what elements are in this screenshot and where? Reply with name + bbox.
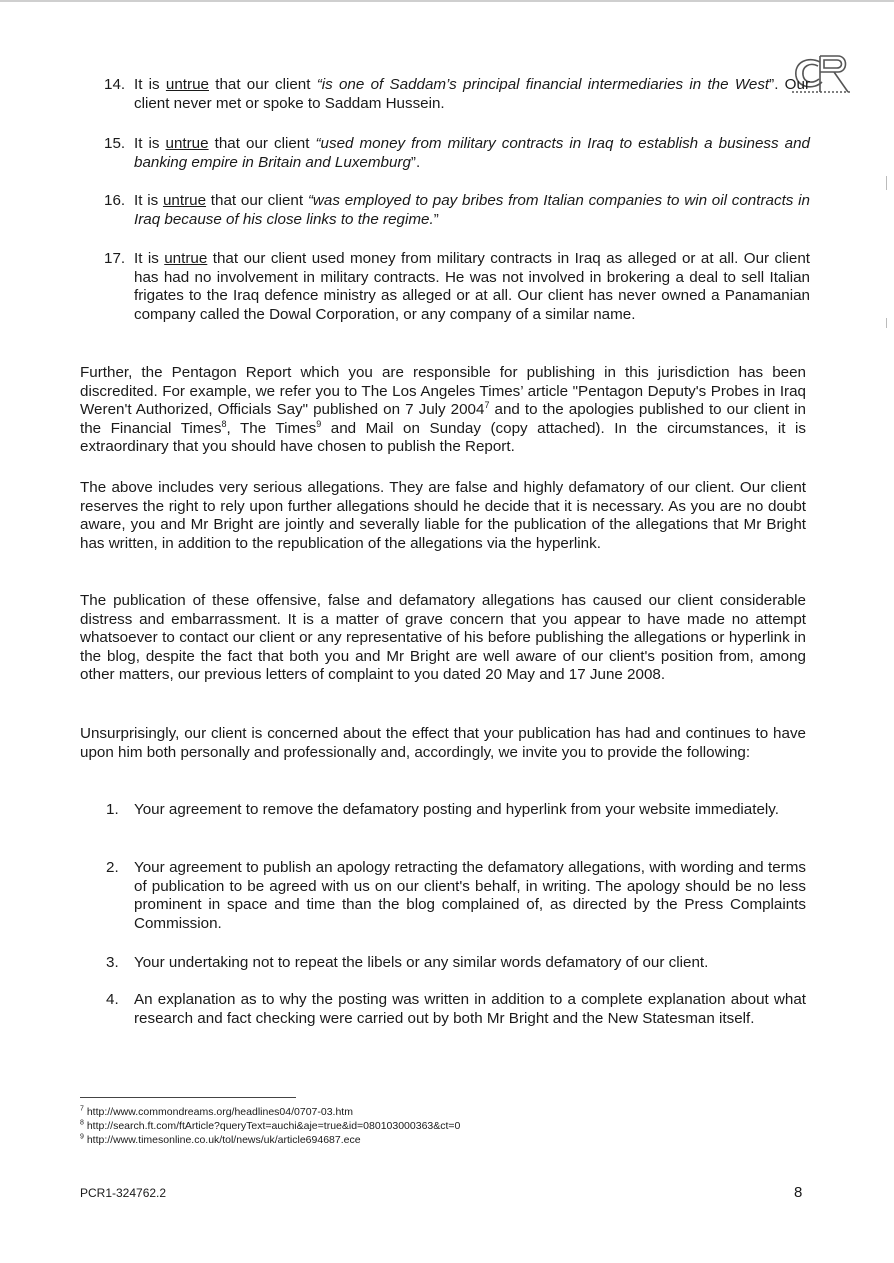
quoted-allegation: “used money from military contracts in Iraq to establish a business and banking empire in Britain and Luxemburg [134, 135, 810, 171]
item-number: 15. [104, 135, 126, 152]
request-item-2: 2. Your agreement to publish an apology retracting the defamatory allegations, with wording and terms of publication to be agreed with us on our client's behalf, in writing. The apology should be no less prominent in space and time than the blog complained of, as directed by the Press Complaints Commission. [106, 859, 806, 932]
scan-edge-mark [886, 318, 887, 328]
allegation-item-15: 15. It is untrue that our client “used money from military contracts in Iraq to establish a business and banking empire in Britain and Luxemburg”. [104, 135, 810, 171]
pentagon-report-paragraph: Further, the Pentagon Report which you are responsible for publishing in this jurisdiction has been discredited. For example, we refer you to The Los Angeles Times’ article "Pentagon Deputy's Probes in Iraq Weren't Authorized, Officials Say" published on 7 July 2004$^7$ and to the apologies published to our client in the Financial Times$^8$, The Times$^9$ and Mail on Sunday (copy attached). In the circumstances, it is extraordinary that you should have chosen to publish the Report. [80, 364, 807, 456]
untrue-underline: untrue [165, 76, 209, 93]
allegation-item-16: 16. It is untrue that our client “was employed to pay bribes from Italian companies to win oil contracts in Iraq because of his close links to the regime.” [104, 192, 810, 228]
allegation-item-17: 17. It is untrue that our client used money from military contracts in Iraq as alleged or at all. Our client has had no involvement in military contracts. He was not involved in brokering a deal to sell Italian frigates to the Iraq defence ministry as alleged or at all. Our client has never owned a Panamanian company called the Dowal Corporation, or any company of a similar name. [104, 250, 810, 323]
item-number: 14. [104, 76, 126, 93]
footnote-separator [80, 1097, 296, 1098]
footnote-url[interactable]: http://www.commondreams.org/headlines04/0707-03.htm [86, 1106, 353, 1118]
untrue-underline: untrue [165, 135, 209, 152]
item-number: 16. [104, 192, 126, 209]
footnote-url[interactable]: http://search.ft.com/ftArticle?queryText=auchi&aje=true&id=080103000363&ct=0 [86, 1120, 461, 1132]
quoted-allegation: “was employed to pay bribes from Italian companies to win oil contracts in Iraq because of his close links to the regime. [134, 192, 810, 228]
scan-top-edge [0, 0, 894, 2]
page-number: 8 [794, 1184, 803, 1201]
item-number: 17. [104, 250, 126, 267]
request-item-4: 4. An explanation as to why the posting was written in addition to a complete explanation about what research and fact checking were carried out by both Mr Bright and the New Statesman itself. [106, 991, 806, 1027]
item-number: 4. [106, 991, 119, 1008]
document-reference: PCR1-324762.2 [80, 1186, 167, 1200]
footnote-url[interactable]: http://www.timesonline.co.uk/tol/news/uk/article694687.ece [86, 1134, 361, 1146]
footnote-7: $^7$ http://www.commondreams.org/headlines04/0707-03.htm [80, 1105, 353, 1118]
untrue-underline: untrue [164, 250, 208, 267]
request-item-1: 1. Your agreement to remove the defamatory posting and hyperlink from your website immediately. [106, 801, 779, 818]
footnote-8: $^8$ http://search.ft.com/ftArticle?queryText=auchi&aje=true&id=080103000363&ct=0 [80, 1119, 461, 1132]
item-number: 2. [106, 859, 119, 876]
footnote-ref-9: 9 [316, 418, 322, 429]
quoted-allegation: “is one of Saddam’s principal financial intermediaries in the West [316, 76, 770, 93]
allegation-item-14: 14. It is untrue that our client “is one of Saddam’s principal financial intermediaries in the West”. Our client never met or spoke to Saddam Hussein. [104, 76, 810, 112]
item-number: 1. [106, 801, 119, 818]
invitation-paragraph: Unsurprisingly, our client is concerned about the effect that your publication has had and continues to have upon him both personally and professionally and, accordingly, we invite you to provide the following: [80, 725, 806, 761]
request-item-3: 3. Your undertaking not to repeat the libels or any similar words defamatory of our client. [106, 954, 709, 971]
footnote-ref-8: 8 [221, 418, 227, 429]
scan-edge-mark [886, 176, 887, 190]
allegations-paragraph: The above includes very serious allegations. They are false and highly defamatory of our client. Our client reserves the right to rely upon further allegations should he decide that it is necessary. As you are no doubt aware, you and Mr Bright are jointly and severally liable for the publication of the allegations that Mr Bright has written, in addition to the republication of the allegations via the hyperlink. [80, 479, 806, 552]
item-number: 3. [106, 954, 119, 971]
publication-paragraph: The publication of these offensive, false and defamatory allegations has caused our client considerable distress and embarrassment. It is a matter of grave concern that you appear to have made no attempt whatsoever to contact our client or any representative of his before publishing the allegations or hyperlink in the blog, despite the fact that both you and Mr Bright are well aware of our client's position from, among other matters, our previous letters of complaint to you dated 20 May and 17 June 2008. [80, 592, 806, 684]
footnote-ref-7: 7 [484, 400, 490, 411]
footnote-9: $^9$ http://www.timesonline.co.uk/tol/news/uk/article694687.ece [80, 1133, 361, 1146]
untrue-underline: untrue [162, 192, 207, 209]
